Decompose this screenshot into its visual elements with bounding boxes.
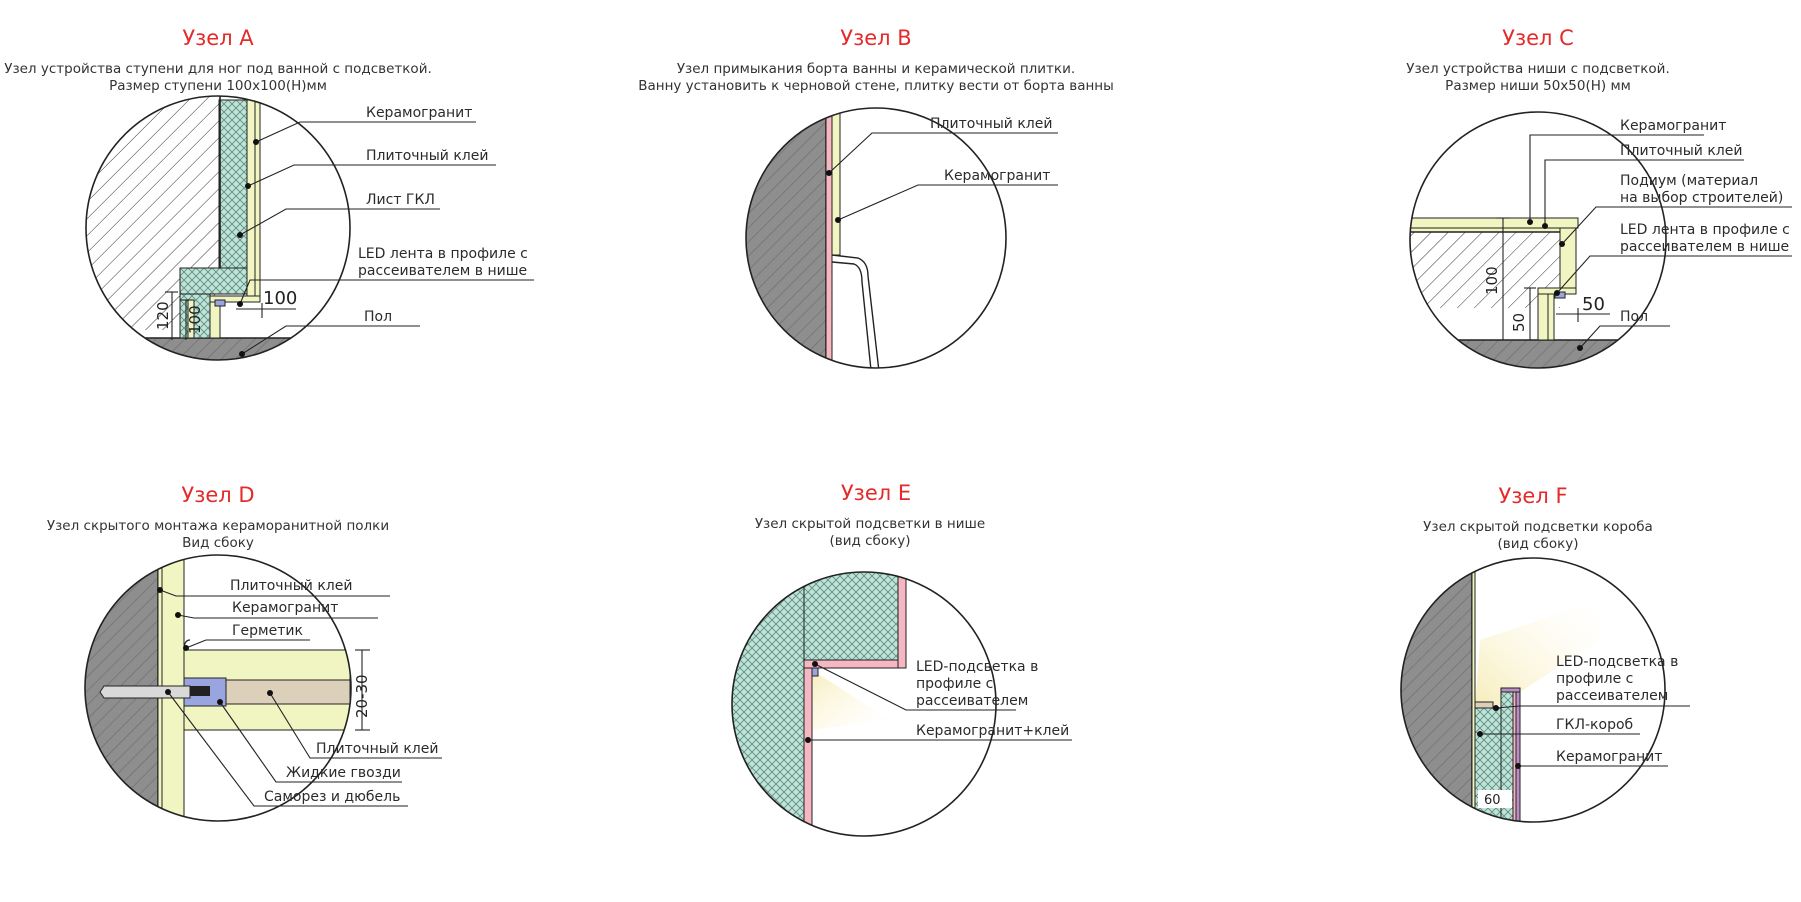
node-d bbox=[47, 483, 442, 830]
label-d-keramogranit: Керамогранит bbox=[232, 600, 339, 616]
node-f-subtitle-2: (вид сбоку) bbox=[1497, 536, 1579, 552]
label-a-klei: Плиточный клей bbox=[366, 148, 489, 164]
node-d-dimensions bbox=[353, 650, 371, 730]
label-a-led-1: LED лента в профиле с bbox=[358, 246, 528, 262]
label-f-gkl-korob: ГКЛ-короб bbox=[1556, 717, 1634, 733]
node-b-leaders bbox=[826, 116, 1058, 223]
label-c-podium-1: Подиум (материал bbox=[1620, 173, 1759, 189]
label-e-led-3: рассеивателем bbox=[916, 693, 1029, 709]
node-f bbox=[1398, 484, 1690, 840]
label-c-pol: Пол bbox=[1620, 309, 1649, 325]
label-c-led-1: LED лента в профиле с bbox=[1620, 222, 1790, 238]
node-b-subtitle-1: Узел примыкания борта ванны и керамической плитки. bbox=[676, 61, 1076, 77]
label-f-led-1: LED-подсветка в bbox=[1556, 654, 1679, 670]
node-a-title: Узел A bbox=[182, 26, 254, 50]
node-d-title: Узел D bbox=[181, 483, 255, 507]
label-c-led-2: рассеивателем в нише bbox=[1620, 239, 1790, 255]
dim-a-100-v: 100 bbox=[186, 305, 204, 334]
dim-c-50-v: 50 bbox=[1510, 312, 1528, 332]
label-d-gvozdi: Жидкие гвозди bbox=[286, 765, 401, 781]
dim-d-20-30: 20-30 bbox=[353, 674, 371, 718]
label-f-led-3: рассеивателем bbox=[1556, 688, 1669, 704]
label-c-keramogranit: Керамогранит bbox=[1620, 118, 1727, 134]
node-c-subtitle-2: Размер ниши 50x50(H) мм bbox=[1445, 78, 1631, 94]
label-a-pol: Пол bbox=[364, 309, 393, 325]
label-d-samorez: Саморез и дюбель bbox=[264, 789, 401, 805]
node-c-subtitle-1: Узел устройства ниши с подсветкой. bbox=[1406, 61, 1670, 77]
node-f-title: Узел F bbox=[1498, 484, 1568, 508]
node-e-subtitle-2: (вид сбоку) bbox=[829, 533, 911, 549]
label-d-germetik: Герметик bbox=[232, 623, 303, 639]
label-a-keramogranit: Керамогранит bbox=[366, 105, 473, 121]
node-a-subtitle-1: Узел устройства ступени для ног под ванной с подсветкой. bbox=[4, 61, 432, 77]
label-c-klei: Плиточный клей bbox=[1620, 143, 1743, 159]
label-e-led-1: LED-подсветка в bbox=[916, 659, 1039, 675]
node-a-leaders bbox=[237, 105, 534, 357]
node-e bbox=[730, 481, 1072, 840]
node-e-title: Узел E bbox=[840, 481, 912, 505]
node-c bbox=[1400, 26, 1792, 370]
dim-a-120: 120 bbox=[154, 301, 172, 330]
label-d-klei-top: Плиточный клей bbox=[230, 578, 353, 594]
node-c-title: Узел C bbox=[1502, 26, 1574, 50]
node-a-subtitle-2: Размер ступени 100x100(H)мм bbox=[109, 78, 327, 94]
dim-c-100: 100 bbox=[1483, 266, 1501, 295]
dim-c-50-h: 50 bbox=[1582, 294, 1605, 315]
label-b-klei: Плиточный клей bbox=[930, 116, 1053, 132]
node-d-subtitle-2: Вид сбоку bbox=[182, 535, 254, 551]
label-c-podium-2: на выбор строителей) bbox=[1620, 190, 1784, 206]
node-b bbox=[638, 26, 1114, 380]
dim-f-60: 60 bbox=[1484, 793, 1501, 808]
node-b-subtitle-2: Ванну установить к черновой стене, плитку вести от борта ванны bbox=[638, 78, 1114, 94]
node-b-title: Узел B bbox=[840, 26, 912, 50]
dim-a-100-h: 100 bbox=[263, 288, 298, 309]
node-e-subtitle-1: Узел скрытой подсветки в нише bbox=[754, 516, 986, 532]
node-b-section bbox=[740, 100, 880, 380]
label-e-led-2: профиле с bbox=[916, 676, 994, 692]
label-f-led-2: профиле с bbox=[1556, 671, 1634, 687]
node-a bbox=[4, 26, 534, 368]
label-a-led-2: рассеивателем в нише bbox=[358, 263, 528, 279]
label-b-keramogranit: Керамогранит bbox=[944, 168, 1051, 184]
node-e-section bbox=[730, 560, 906, 840]
label-e-keramogranit-klei: Керамогранит+клей bbox=[916, 723, 1070, 739]
label-f-keramogranit: Керамогранит bbox=[1556, 749, 1663, 765]
label-d-klei-bottom: Плиточный клей bbox=[316, 741, 439, 757]
node-f-subtitle-1: Узел скрытой подсветки короба bbox=[1423, 519, 1653, 535]
label-a-gkl: Лист ГКЛ bbox=[366, 192, 435, 208]
node-d-subtitle-1: Узел скрытого монтажа кераморанитной полки bbox=[46, 518, 390, 534]
